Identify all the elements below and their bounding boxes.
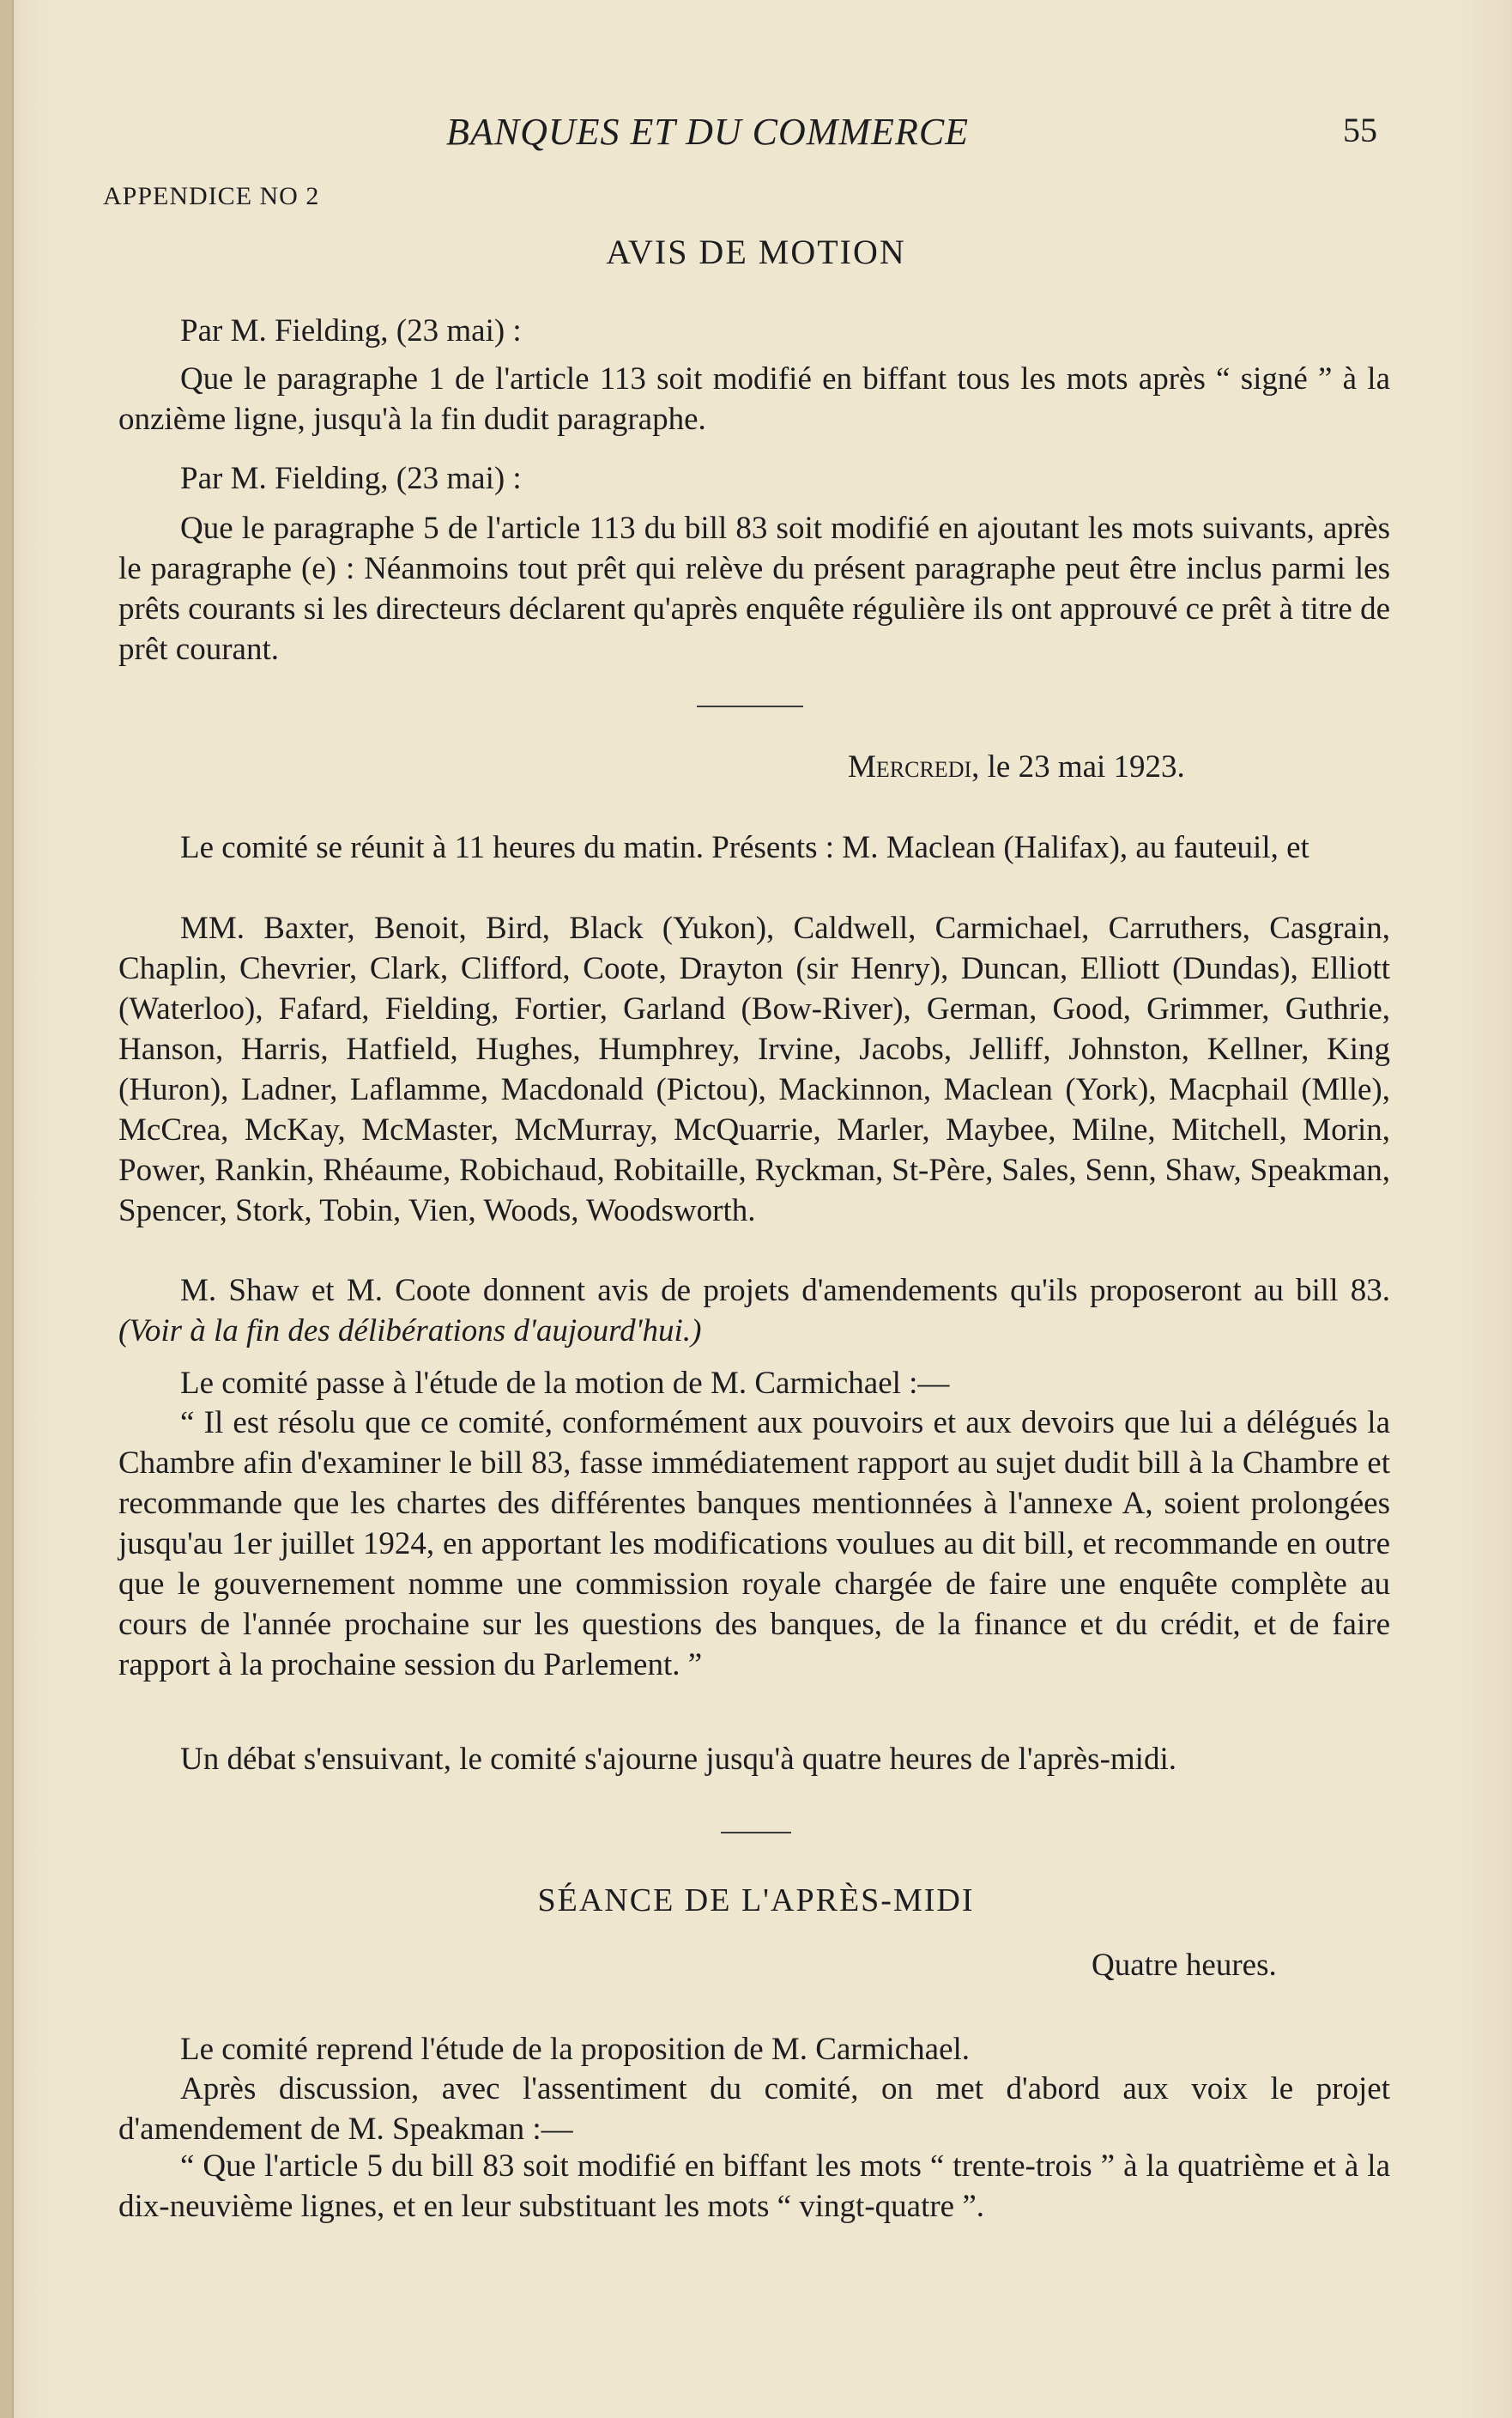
motion-1-text: Que le paragraphe 1 de l'article 113 soit modifié en biffant tous les mots après “ signé ” à la onzième ligne, jusqu'à la fin dudit paragraphe. <box>118 361 1390 437</box>
motion-2 <box>118 508 1390 670</box>
amendment-notice-main: M. Shaw et M. Coote donnent avis de projets d'amendements qu'ils proposeront au bill 83. <box>180 1273 1390 1308</box>
mover-1 <box>118 311 1390 351</box>
amendment-notice-text <box>118 1270 1390 1351</box>
adjournment-text: Un débat s'ensuivant, le comité s'ajourne jusqu'à quatre heures de l'après-midi. <box>180 1742 1176 1777</box>
members-present <box>118 908 1390 1231</box>
discussion <box>118 2069 1390 2149</box>
motion-1 <box>118 359 1390 439</box>
mover-2-text: Par M. Fielding, (23 mai) : <box>180 461 522 496</box>
page-binding-edge <box>0 0 14 2418</box>
resolution <box>118 1403 1390 1685</box>
mover-1-text: Par M. Fielding, (23 mai) : <box>180 313 522 348</box>
resume-study <box>118 2029 1390 2070</box>
appendix-label: APPENDICE NO 2 <box>103 182 320 210</box>
section-divider-2 <box>721 1832 791 1833</box>
resume-study-text: Le comité reprend l'étude de la proposition de M. Carmichael. <box>180 2032 971 2067</box>
running-title: BANQUES ET DU COMMERCE <box>446 111 970 153</box>
afternoon-time: Quatre heures. <box>1092 1948 1277 1983</box>
speakman-amendment <box>118 2146 1390 2227</box>
resolution-text: “ Il est résolu que ce comité, conformément aux pouvoirs et aux devoirs que lui a délégués la Chambre afin d'examiner le bill 83, fasse immédiatement rapport au sujet dudit bill à la Chambre et recommande que les chartes des différentes banques mentionnées à l'annexe A, soient prolongées jusqu'au 1er juillet 1924, en apportant les modifications voulues au dit bill, et recommande en outre que le gouvernement nomme une commission royale chargée de faire une enquête complète au cours de l'année prochaine sur les questions des banques, de la finance et du crédit, et de faire rapport à la prochaine session du Parlement. ” <box>118 1405 1390 1682</box>
members-list: MM. Baxter, Benoit, Bird, Black (Yukon), Caldwell, Carmichael, Carruthers, Casgrain, Chaplin, Chevrier, Clark, Clifford, Coote, Drayton (sir Henry), Duncan, Elliott (Dundas), Elliott (Waterloo), Fafard, Fielding, Fortier, Garland (Bow-River), German, Good, Grimmer, Guthrie, Hanson, Harris, Hatfield, Hughes, Humphrey, Irvine, Jacobs, Jelliff, Johnston, Kellner, King (Huron), Ladner, Laflamme, Macdonald (Pictou), Mackinnon, Maclean (York), Macphail (Mlle), McCrea, McKay, McMaster, McMurray, McQuarrie, Marler, Maybee, Milne, Mitchell, Morin, Power, Rankin, Rhéaume, Robichaud, Robitaille, Ryckman, St-Père, Sales, Senn, Shaw, Speakman, Spencer, Stork, Tobin, Vien, Woods, Woodsworth. <box>118 911 1390 1228</box>
study-motion-text: Le comité passe à l'étude de la motion de M. Carmichael :— <box>180 1366 950 1401</box>
amendment-notice-reference: (Voir à la fin des délibérations d'aujourd'hui.) <box>118 1313 702 1348</box>
discussion-text: Après discussion, avec l'assentiment du comité, on met d'abord aux voix le projet d'amendement de M. Speakman :— <box>118 2071 1390 2147</box>
opening-paragraph <box>118 827 1390 868</box>
page-number: 55 <box>1343 111 1377 149</box>
speakman-amendment-text: “ Que l'article 5 du bill 83 soit modifié en biffant les mots “ trente-trois ” à la quatrième et à la dix-neuvième lignes, et en leur substituant les mots “ vingt-quatre ”. <box>118 2148 1390 2224</box>
amendment-notice <box>118 1270 1390 1351</box>
session-date <box>848 748 1185 785</box>
section-divider <box>697 706 803 707</box>
mover-2 <box>118 458 1390 499</box>
afternoon-session-title: SÉANCE DE L'APRÈS-MIDI <box>537 1882 975 1918</box>
motion-2-text: Que le paragraphe 5 de l'article 113 du bill 83 soit modifié en ajoutant les mots suivants, après le paragraphe (e) : Néanmoins tout prêt qui relève du présent paragraphe peut être inclus parmi les prêts courants si les directeurs déclarent qu'après enquête régulière ils ont approuvé ce prêt à titre de prêt courant. <box>118 511 1390 667</box>
study-motion <box>118 1363 1390 1403</box>
notice-of-motion-title: AVIS DE MOTION <box>606 233 906 271</box>
opening-text: Le comité se réunit à 11 heures du matin. Présents : M. Maclean (Halifax), au fauteuil, et <box>180 830 1309 865</box>
session-date-rest: le 23 mai 1923. <box>979 749 1185 785</box>
session-date-day: Mercredi, <box>848 749 980 785</box>
adjournment <box>118 1739 1390 1779</box>
